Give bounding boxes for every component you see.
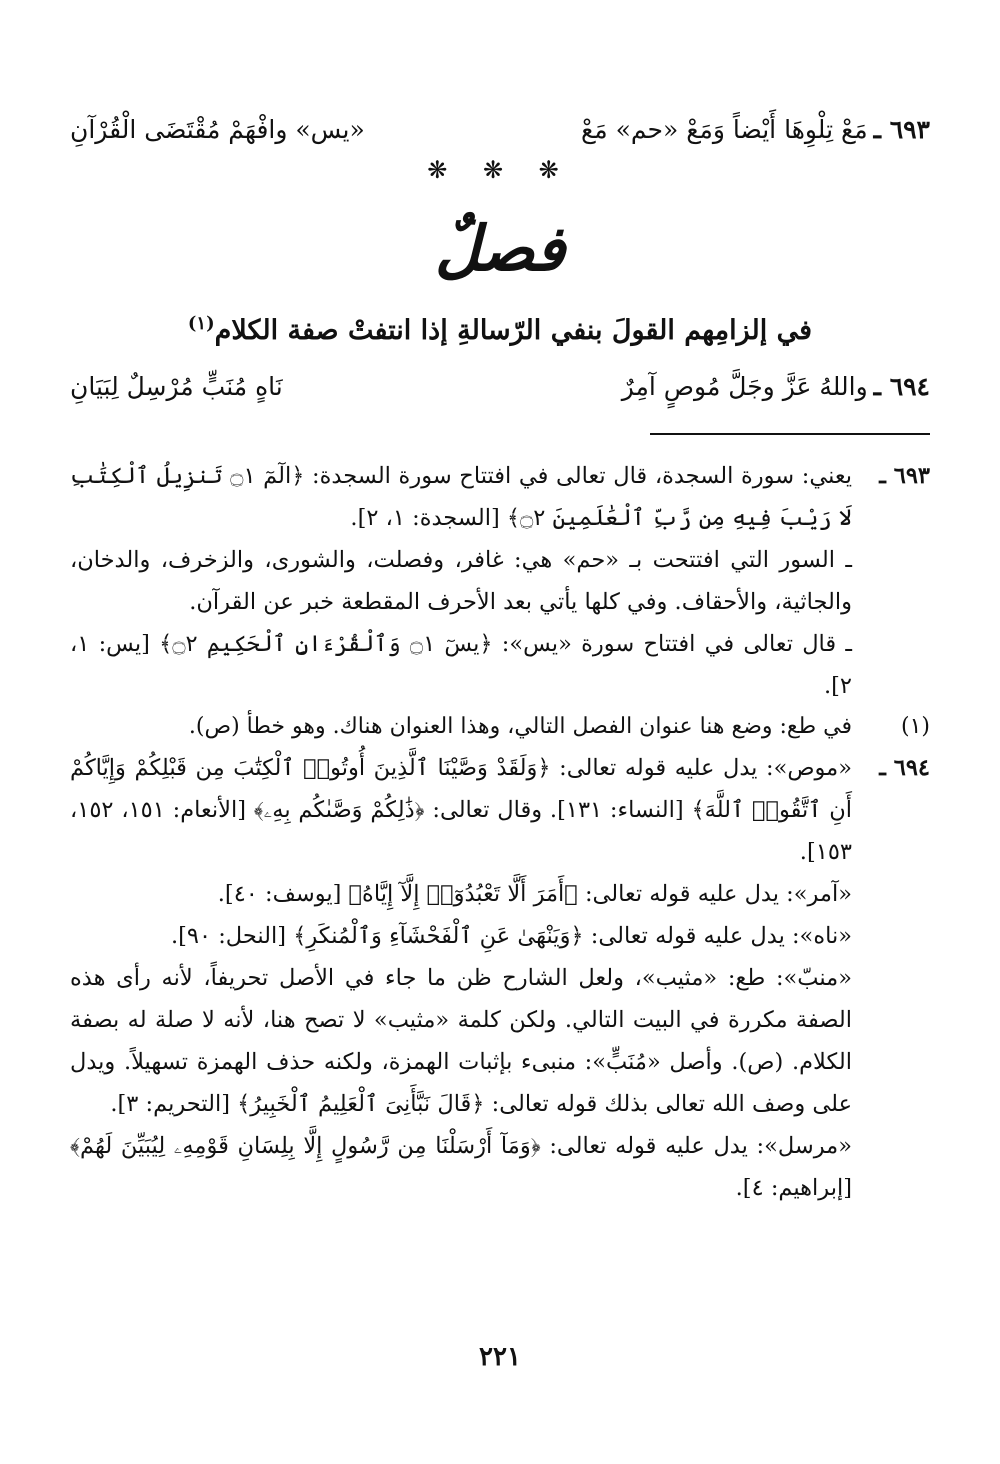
note-paragraph: «موص»: يدل عليه قوله تعالى: ﴿وَلَقَدْ وَصَّيْنَا ٱلَّذِينَ أُوتُوا۟ ٱلْكِتَٰبَ مِن قَبْلِكُمْ وَإِيَّاكُمْ أَنِ ٱتَّقُوا۟ ٱللَّهَ﴾ [النساء: ١٣١]. وقال تعالى: ﴿ذَٰلِكُمْ وَصَّىٰكُم بِهِۦ﴾ [الأنعام: ١٥١، ١٥٢، ١٥٣]. — [70, 755, 852, 865]
verse-694 — [70, 367, 930, 407]
section-title: فصلٌ — [434, 212, 566, 285]
page-number: ٢٢١ — [479, 1342, 521, 1372]
note-body — [70, 455, 852, 707]
verse-693-second-hemistich: «يس» وافْهَمْ مُقْتَضَى الْقُرْآنِ — [70, 115, 365, 144]
footnote-text: في طع: وضع هنا عنوان الفصل التالي، وهذا العنوان هناك. وهو خطأ (ص). — [188, 714, 852, 739]
note-body — [70, 747, 852, 1209]
note-paragraph: ـ السور التي افتتحت بـ «حم» هي: غافر، وفصلت، والشورى، والزخرف، والدخان، والجاثية، والأحقاف. وفي كلها يأتي بعد الأحرف المقطعة خبر عن القرآن. — [70, 547, 852, 615]
section-separator: ❋ ❋ ❋ — [427, 156, 573, 184]
hemistich-text: واللهُ عَزَّ وجَلَّ مُوصٍ آمِرٌ — [621, 372, 868, 401]
verse-693 — [70, 110, 930, 150]
note-label: ٦٩٣ ـ — [879, 463, 930, 489]
hemistich-text: مَعْ تِلْوِهَا أَيْضاً وَمَعْ «حم» مَعْ — [580, 115, 868, 144]
chapter-heading — [70, 302, 930, 353]
note-label: ٦٩٤ ـ — [879, 755, 930, 781]
note-694 — [70, 747, 930, 1209]
note-paragraph: يعني: سورة السجدة، قال تعالى في افتتاح سورة السجدة: ﴿الٓمٓ ۝١ تَنزِيلُ ٱلْكِتَٰبِ لَا رَيْبَ فِيهِ مِن رَّبِّ ٱلْعَٰلَمِينَ ۝٢﴾ [السجدة: ١، ٢]. — [70, 463, 852, 531]
verse-694-second-hemistich: نَاهٍ مُنَبٍّ مُرْسِلٌ لِبَيَانِ — [70, 372, 283, 401]
note-paragraph: ـ قال تعالى في افتتاح سورة «يس»: ﴿يسٓ ۝١ وَٱلْقُرْءَانِ ٱلْحَكِيمِ ۝٢﴾ [يس: ١، ٢]. — [70, 631, 852, 699]
verse-number: ٦٩٤ ـ — [873, 372, 930, 401]
page-body — [70, 110, 930, 1209]
note-693 — [70, 455, 930, 707]
notes-divider — [650, 433, 930, 435]
footnote-1 — [70, 707, 930, 747]
heading-text: في إلزامِهم القولَ بنفي الرّسالةِ إذا انتفتْ صفة الكلام — [214, 315, 813, 346]
note-paragraph: «مرسل»: يدل عليه قوله تعالى: ﴿وَمَآ أَرْسَلْنَا مِن رَّسُولٍ إِلَّا بِلِسَانِ قَوْمِهِۦ لِيُبَيِّنَ لَهُمْ﴾ [إبراهيم: ٤]. — [70, 1133, 852, 1201]
footnote-label: (١) — [900, 714, 930, 739]
commentary-notes — [70, 455, 930, 1209]
note-paragraph: «ناه»: يدل عليه قوله تعالى: ﴿وَيَنْهَىٰ عَنِ ٱلْفَحْشَآءِ وَٱلْمُنكَرِ﴾ [النحل: ٩٠]. — [170, 923, 852, 949]
verse-693-first-hemistich — [581, 110, 930, 150]
note-paragraph: «منبّ»: طع: «مثيب»، ولعل الشارح ظن ما جاء في الأصل تحريفاً، لأنه رأى هذه الصفة مكررة في البيت التالي. ولكن كلمة «مثيب» لا تصح هنا، لأنه لا صلة له بصفة الكلام. (ص). وأصل «مُنَبٍّ»: منبىء بإثبات الهمزة، ولكنه حذف الهمزة تسهيلاً. ويدل على وصف الله تعالى بذلك قوله تعالى: ﴿قَالَ نَبَّأَنِىَ ٱلْعَلِيمُ ٱلْخَبِيرُ﴾ [التحريم: ٣]. — [70, 965, 852, 1117]
verse-number: ٦٩٣ ـ — [873, 115, 930, 144]
footnote-ref: (١) — [187, 313, 215, 334]
note-paragraph: «آمر»: يدل عليه قوله تعالى: ﴿أَمَرَ أَلَّا تَعْبُدُوٓا۟ إِلَّآ إِيَّاهُ﴾ [يوسف: ٤٠]. — [217, 881, 852, 907]
verse-694-first-hemistich — [622, 367, 930, 407]
